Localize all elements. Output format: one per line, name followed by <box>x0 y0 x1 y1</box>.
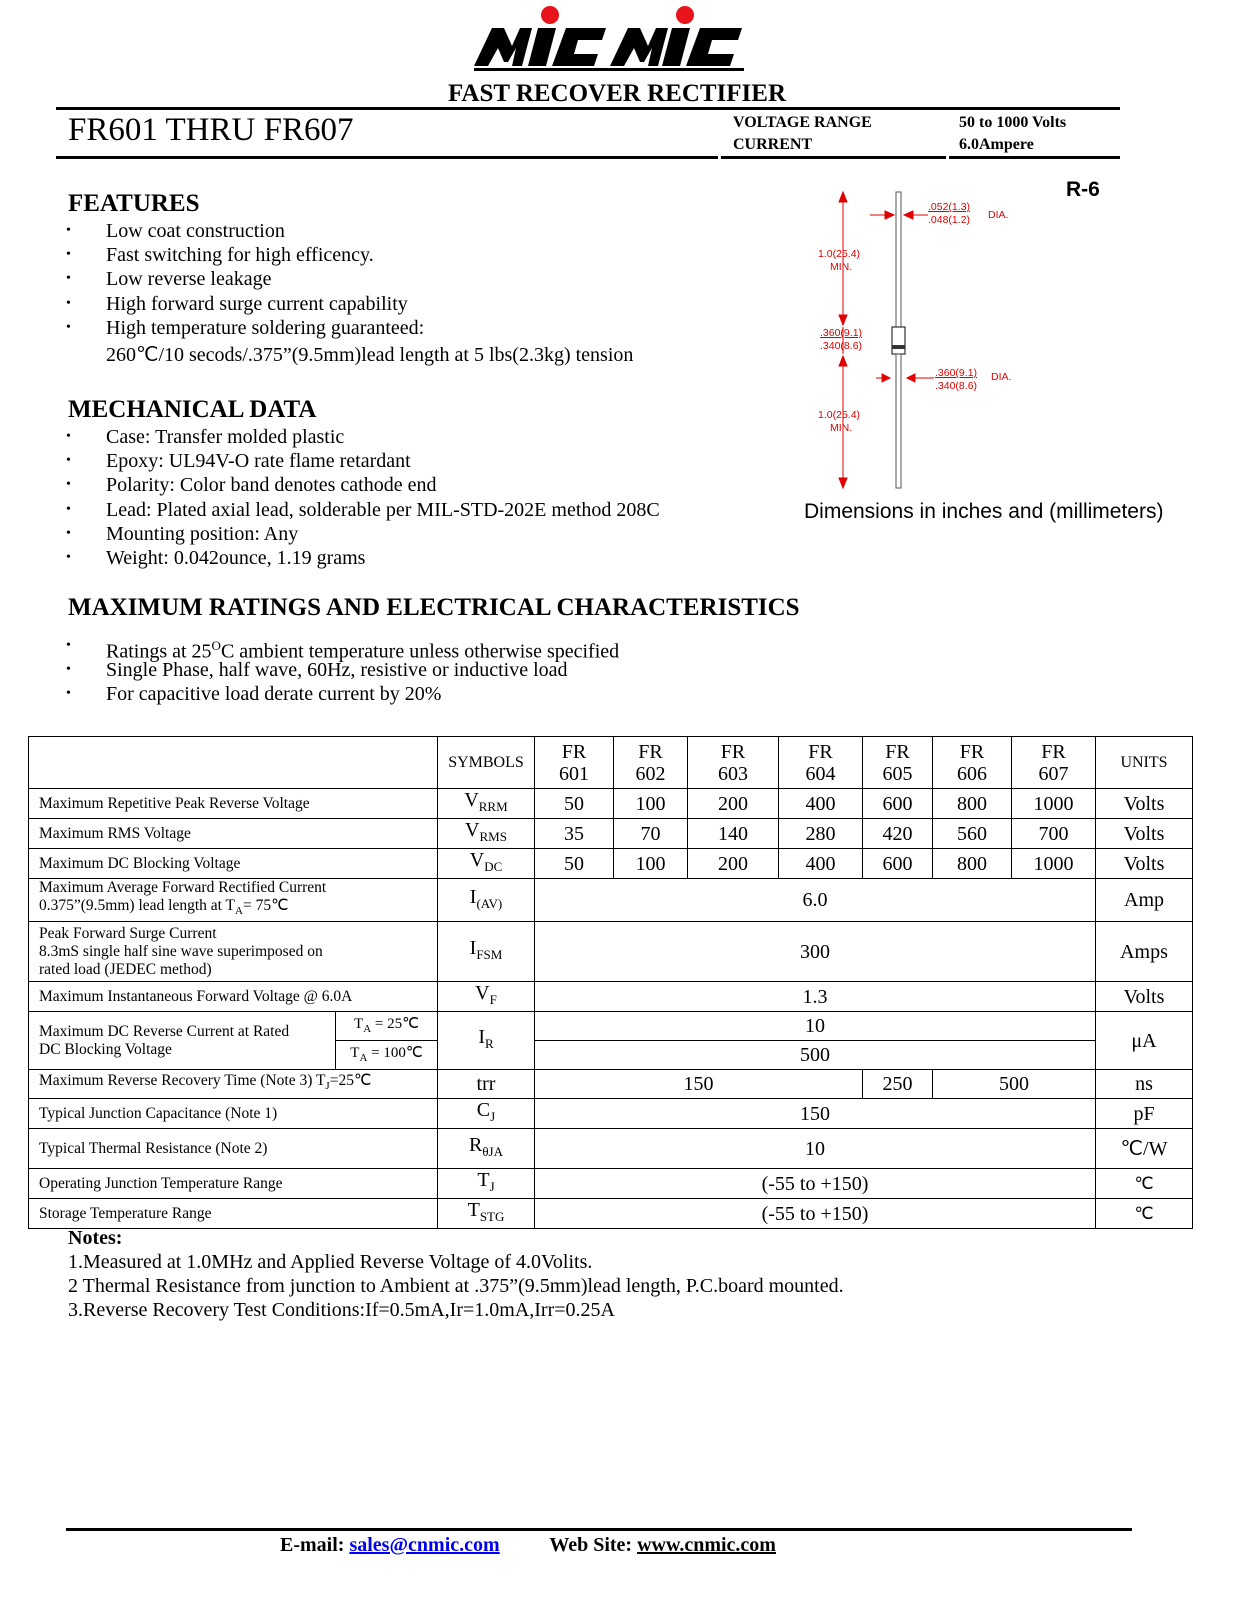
header-bottom-rule-left <box>56 156 718 159</box>
table-row <box>29 879 1193 922</box>
fr-prefix: FR <box>638 740 663 763</box>
param-desc: Maximum Reverse Recovery Time (Note 3) $T_J=25℃$ <box>29 1070 438 1099</box>
footer-rule <box>66 1528 1132 1531</box>
param-unit: μA <box>1096 1012 1193 1070</box>
param-desc: Typical Junction Capacitance (Note 1) <box>29 1099 438 1129</box>
param-desc: Typical Thermal Resistance (Note 2) <box>29 1129 438 1169</box>
dimensions-caption: Dimensions in inches and (millimeters) <box>804 500 1164 523</box>
document-type: FAST RECOVER RECTIFIER <box>447 80 787 107</box>
list-item: • Polarity: Color band denotes cathode end <box>64 473 660 497</box>
current-value: 6.0Ampere <box>959 136 1034 153</box>
ratings-temp-sup: O <box>211 638 221 653</box>
part-header <box>614 737 688 789</box>
param-symbol: $I_{(AV)}$ <box>438 879 535 922</box>
body-dia-label: DIA. <box>991 371 1012 383</box>
param-desc: Maximum Average Forward Rectified Current 0.375”(9.5mm) lead length at $T_A=$ 75℃ <box>29 879 438 922</box>
table-row <box>29 922 1193 982</box>
part-header <box>863 737 933 789</box>
table-cell: 200 <box>688 789 779 819</box>
header-bottom-rule-right <box>949 156 1120 159</box>
table-cell: (-55 to +150) <box>535 1169 1096 1199</box>
part-header <box>688 737 779 789</box>
table-cell: 140 <box>688 819 779 849</box>
table-cell: 560 <box>933 819 1012 849</box>
table-row <box>29 1129 1193 1169</box>
email-label: E-mail: <box>280 1534 350 1556</box>
param-unit: Volts <box>1096 982 1193 1012</box>
table-cell: 400 <box>779 789 863 819</box>
table-cell: 100 <box>614 789 688 819</box>
param-symbol: $V_{DC}$ <box>438 849 535 879</box>
part-number: 606 <box>957 762 987 785</box>
part-header <box>1012 737 1096 789</box>
list-item: • High temperature soldering guaranteed: <box>64 316 633 340</box>
table-cell: 600 <box>863 789 933 819</box>
lead-dia-max: .052(1.3) <box>928 201 971 213</box>
part-number: 607 <box>1038 762 1069 785</box>
table-cell: 150 <box>535 1099 1096 1129</box>
list-item: • Low coat construction <box>64 219 633 243</box>
header-top-rule <box>56 107 1120 110</box>
fr-prefix: FR <box>885 740 910 763</box>
table-row <box>29 819 1193 849</box>
website-label: Web Site: <box>549 1534 638 1556</box>
list-item: • Fast switching for high efficency. <box>64 243 633 267</box>
param-unit: ℃/W <box>1096 1129 1193 1169</box>
param-desc: Maximum Instantaneous Forward Voltage @ 6.0A <box>29 982 438 1012</box>
test-condition: $T_A$ = 25℃ <box>336 1012 438 1041</box>
param-desc: Maximum Repetitive Peak Reverse Voltage <box>29 789 438 819</box>
note-item: 3.Reverse Recovery Test Conditions:If=0.5mA,Ir=1.0mA,Irr=0.25A <box>68 1299 615 1321</box>
table-cell: 100 <box>614 849 688 879</box>
list-item: • Mounting position: Any <box>64 522 660 546</box>
fr-prefix: FR <box>1041 740 1066 763</box>
param-unit: ℃ <box>1096 1169 1193 1199</box>
table-header-row <box>29 737 1193 789</box>
table-cell: 1000 <box>1012 849 1096 879</box>
list-item: • Case: Transfer molded plastic <box>64 425 660 449</box>
param-unit: Volts <box>1096 819 1193 849</box>
header-bottom-rule-mid <box>721 156 946 159</box>
list-item-continuation: 260℃/10 secods/.375”(9.5mm)lead length at 5 lbs(2.3kg) tension <box>106 343 634 366</box>
bottom-lead-length: 1.0(25.4) <box>818 409 861 421</box>
table-cell: 500 <box>535 1041 1096 1070</box>
fr-prefix: FR <box>808 740 833 763</box>
table-row <box>29 1070 1193 1099</box>
part-number: 602 <box>635 762 666 785</box>
table-row <box>29 1012 1193 1041</box>
param-symbol: $V_{RMS}$ <box>438 819 535 849</box>
symbols-header: SYMBOLS <box>438 737 535 789</box>
voltage-range-value: 50 to 1000 Volts <box>959 114 1067 131</box>
param-desc: Peak Forward Surge Current 8.3mS single half sine wave superimposed on rated load (JEDEC method) <box>29 922 438 982</box>
table-row <box>29 849 1193 879</box>
table-cell: 800 <box>933 789 1012 819</box>
table-cell: 50 <box>535 849 614 879</box>
table-cell: 10 <box>535 1012 1096 1041</box>
table-cell: 250 <box>863 1070 933 1099</box>
table-cell: 10 <box>535 1129 1096 1169</box>
param-symbol: $T_{STG}$ <box>438 1199 535 1229</box>
table-cell: 35 <box>535 819 614 849</box>
table-row <box>29 1099 1193 1129</box>
top-lead-length: 1.0(25.4) <box>818 248 861 260</box>
list-item: • Weight: 0.042ounce, 1.19 grams <box>64 546 660 570</box>
param-symbol: $V_{RRM}$ <box>438 789 535 819</box>
note-item: 2 Thermal Resistance from junction to Ambient at .375”(9.5mm)lead length, P.C.board mounted. <box>68 1275 844 1297</box>
notes-section <box>68 1226 844 1322</box>
param-unit: pF <box>1096 1099 1193 1129</box>
table-row <box>29 789 1193 819</box>
mechanical-list <box>64 425 660 570</box>
param-symbol: $I_R$ <box>438 1012 535 1070</box>
param-desc: Maximum DC Reverse Current at Rated DC Blocking Voltage <box>29 1012 336 1070</box>
part-header <box>535 737 614 789</box>
table-cell: 200 <box>688 849 779 879</box>
list-item: • Single Phase, half wave, 60Hz, resistive or inductive load <box>64 658 619 682</box>
part-number: 603 <box>718 762 748 785</box>
fr-prefix: FR <box>720 740 746 763</box>
voltage-range-label: VOLTAGE RANGE <box>733 114 872 131</box>
table-cell: 600 <box>863 849 933 879</box>
table-cell: 280 <box>779 819 863 849</box>
notes-title: Notes: <box>68 1227 123 1249</box>
lead-dia-min: .048(1.2) <box>928 214 971 226</box>
table-cell: 50 <box>535 789 614 819</box>
body-length-max: .360(9.1) <box>820 327 863 339</box>
param-unit: ns <box>1096 1070 1193 1099</box>
param-symbol: $I_{FSM}$ <box>438 922 535 982</box>
param-unit: Volts <box>1096 849 1193 879</box>
ratings-temp-post: C ambient temperature unless otherwise specified <box>220 640 620 663</box>
features-list <box>64 219 633 367</box>
table-row <box>29 1199 1193 1229</box>
bottom-lead-min: MIN. <box>830 422 853 434</box>
ratings-temp-pre: Ratings at 25 <box>106 640 212 663</box>
table-header-blank <box>29 737 438 789</box>
website-link[interactable]: www.cnmic.com <box>637 1534 776 1556</box>
top-lead-min: MIN. <box>830 261 853 273</box>
fr-prefix: FR <box>561 740 587 763</box>
table-cell: 700 <box>1012 819 1096 849</box>
body-dia-min: .340(8.6) <box>935 380 978 392</box>
list-item: • For capacitive load derate current by 20% <box>64 682 619 706</box>
list-item: • High forward surge current capability <box>64 292 633 316</box>
part-header <box>933 737 1012 789</box>
param-unit: Amp <box>1096 879 1193 922</box>
param-symbol: $V_F$ <box>438 982 535 1012</box>
package-outline-drawing <box>780 180 1060 500</box>
table-cell: 800 <box>933 849 1012 879</box>
param-unit: ℃ <box>1096 1199 1193 1229</box>
param-unit: Volts <box>1096 789 1193 819</box>
body-dia-max: .360(9.1) <box>935 367 978 379</box>
package-name: R-6 <box>1066 178 1100 201</box>
part-number: 605 <box>882 762 913 785</box>
table-cell: 70 <box>614 819 688 849</box>
footer-contact <box>280 1534 776 1557</box>
param-desc: Storage Temperature Range <box>29 1199 438 1229</box>
param-symbol: trr <box>438 1070 535 1099</box>
param-desc: Maximum DC Blocking Voltage <box>29 849 438 879</box>
features-title: FEATURES <box>68 190 200 217</box>
list-item: • Low reverse leakage <box>64 267 633 291</box>
table-cell: 400 <box>779 849 863 879</box>
ratings-table <box>28 736 1193 1229</box>
table-row <box>29 1169 1193 1199</box>
part-number: 601 <box>559 762 589 785</box>
part-number: 604 <box>805 762 836 785</box>
test-condition: $T_A$ = 100℃ <box>336 1041 438 1070</box>
table-cell: 420 <box>863 819 933 849</box>
ratings-title: MAXIMUM RATINGS AND ELECTRICAL CHARACTERISTICS <box>68 594 800 621</box>
table-cell: 150 <box>535 1070 863 1099</box>
table-row <box>29 982 1193 1012</box>
table-cell: 300 <box>535 922 1096 982</box>
note-item: 1.Measured at 1.0MHz and Applied Reverse Voltage of 4.0Volits. <box>68 1251 593 1273</box>
param-symbol: $R_{\theta JA}$ <box>438 1129 535 1169</box>
body-length-min: .340(8.6) <box>820 340 863 352</box>
ratings-list <box>64 634 619 707</box>
table-cell: (-55 to +150) <box>535 1199 1096 1229</box>
list-item <box>64 634 620 663</box>
param-desc: Operating Junction Temperature Range <box>29 1169 438 1199</box>
table-cell: 500 <box>933 1070 1096 1099</box>
list-item: • Lead: Plated axial lead, solderable per MIL-STD-202E method 208C <box>64 498 660 522</box>
fr-prefix: FR <box>959 740 985 763</box>
param-desc: Maximum RMS Voltage <box>29 819 438 849</box>
part-header <box>779 737 863 789</box>
param-symbol: $C_J$ <box>438 1099 535 1129</box>
email-link[interactable]: sales@cnmic.com <box>349 1534 500 1556</box>
company-logo <box>474 2 750 74</box>
table-cell: 1000 <box>1012 789 1096 819</box>
param-unit: Amps <box>1096 922 1193 982</box>
part-range-title: FR601 THRU FR607 <box>68 112 354 148</box>
current-label: CURRENT <box>733 136 813 153</box>
table-cell: 1.3 <box>535 982 1096 1012</box>
units-header: UNITS <box>1096 737 1193 789</box>
mechanical-data-title: MECHANICAL DATA <box>68 396 317 423</box>
param-symbol: $T_J$ <box>438 1169 535 1199</box>
lead-dia-label: DIA. <box>988 209 1009 221</box>
table-cell: 6.0 <box>535 879 1096 922</box>
list-item: • Epoxy: UL94V-O rate flame retardant <box>64 449 660 473</box>
